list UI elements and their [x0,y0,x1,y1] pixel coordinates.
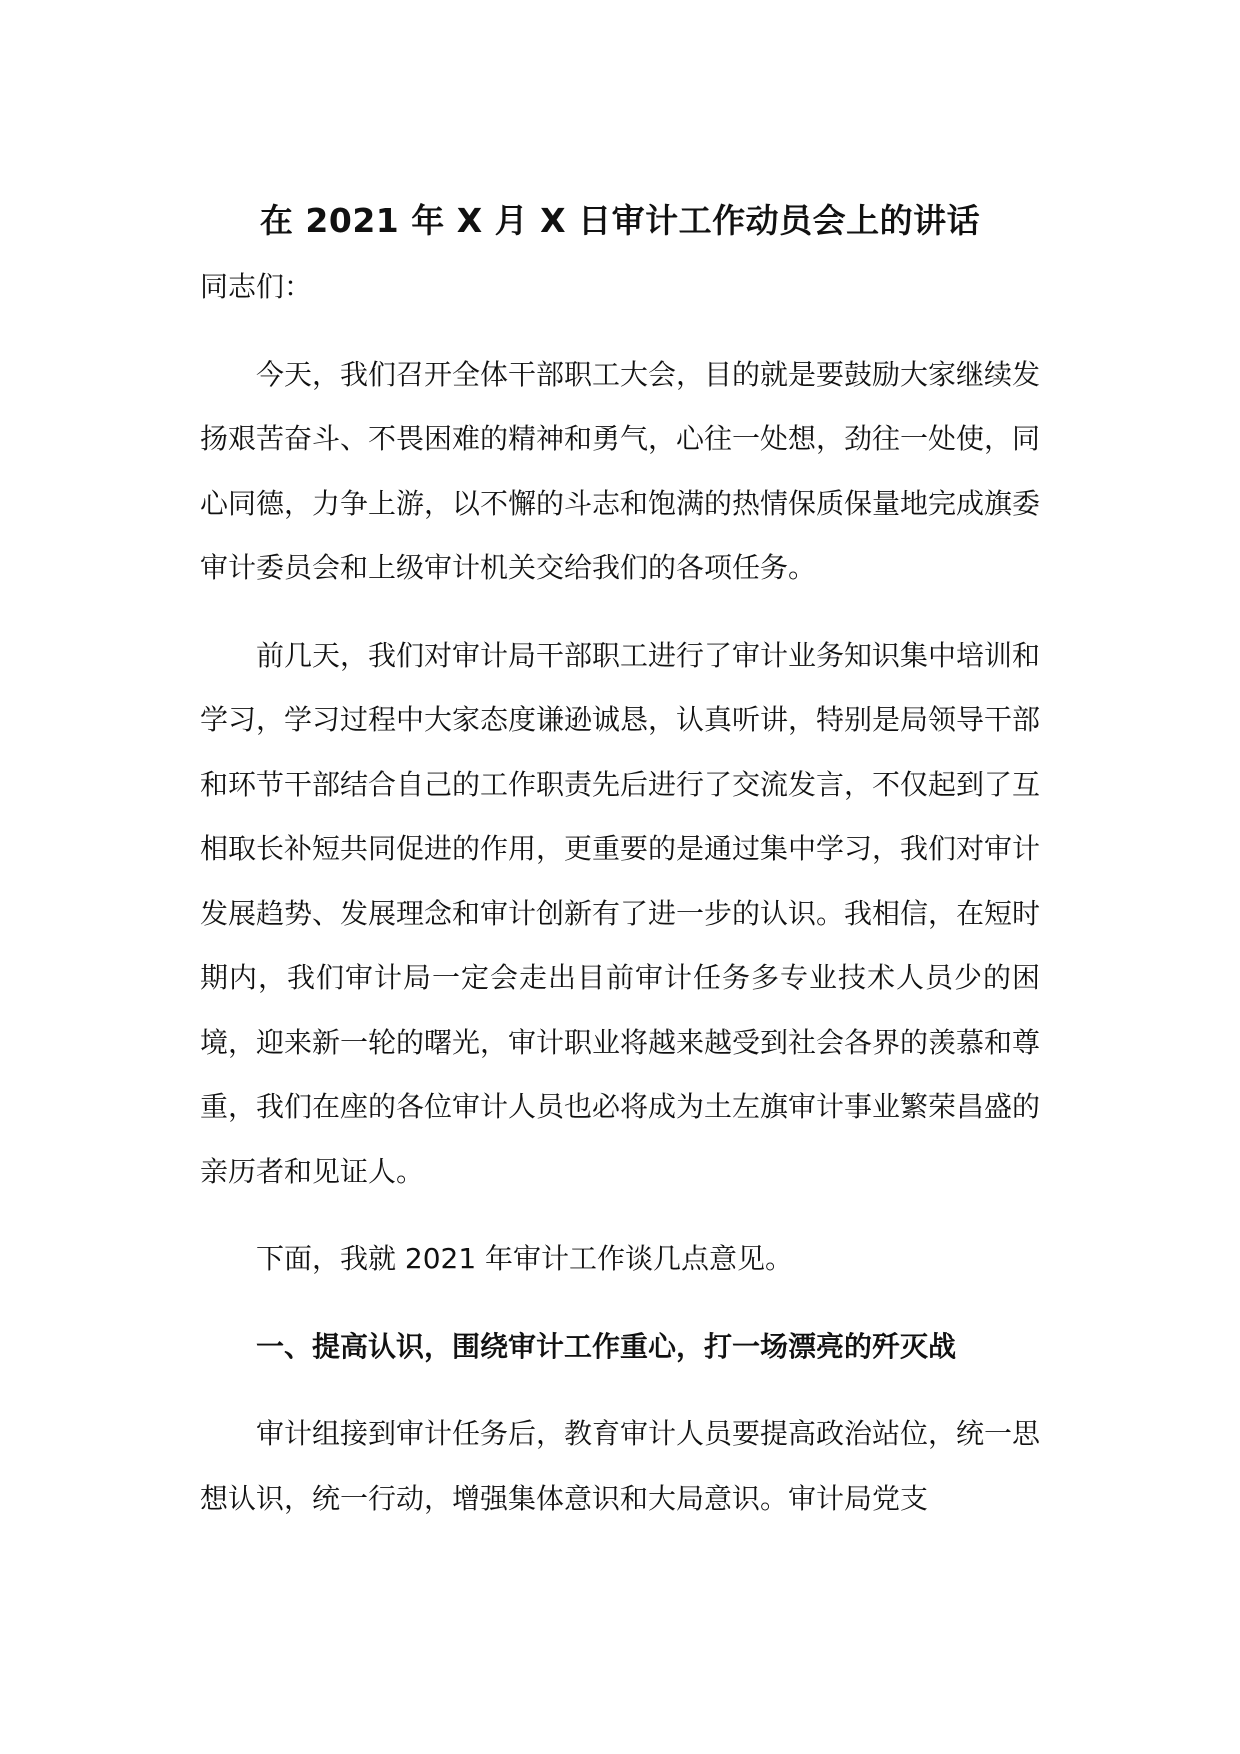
paragraph-3: 下面，我就 2021 年审计工作谈几点意见。 [256,1242,794,1275]
paragraph-2: 前几天，我们对审计局干部职工进行了审计业务知识集中培训和学习，学习过程中大家态度谦逊诚恳，认真听讲，特别是局领导干部和环节干部结合自己的工作职责先后进行了交流发言，不仅起到了互相取长补短共同促进的作用，更重要的是通过集中学习，我们对审计发展趋势、发展理念和审计创新有了进一步的认识。我相信，在短时期内，我们审计局一定会走出目前审计任务多专业技术人员少的困境，迎来新一轮的曙光，审计职业将越来越受到社会各界的羡慕和尊重，我们在座的各位审计人员也必将成为土左旗审计事业繁荣昌盛的亲历者和见证人。 [200,638,1041,1188]
document-title: 在 2021 年 X 月 X 日审计工作动员会上的讲话 [259,201,981,240]
section-heading: 一、提高认识，围绕审计工作重心，打一场漂亮的歼灭战 [256,1329,957,1363]
paragraph-1: 今天，我们召开全体干部职工大会，目的就是要鼓励大家继续发扬艰苦奋斗、不畏困难的精神和勇气，心往一处想，劲往一处使，同心同德，力争上游，以不懈的斗志和饱满的热情保质保量地完成旗委审计委员会和上级审计机关交给我们的各项任务。 [200,357,1041,584]
document-body [200,255,1040,1554]
salutation: 同志们： [200,270,313,303]
section-paragraph: 审计组接到审计任务后，教育审计人员要提高政治站位，统一思想认识，统一行动，增强集体意识和大局意识。审计局党支 [200,1417,1041,1515]
